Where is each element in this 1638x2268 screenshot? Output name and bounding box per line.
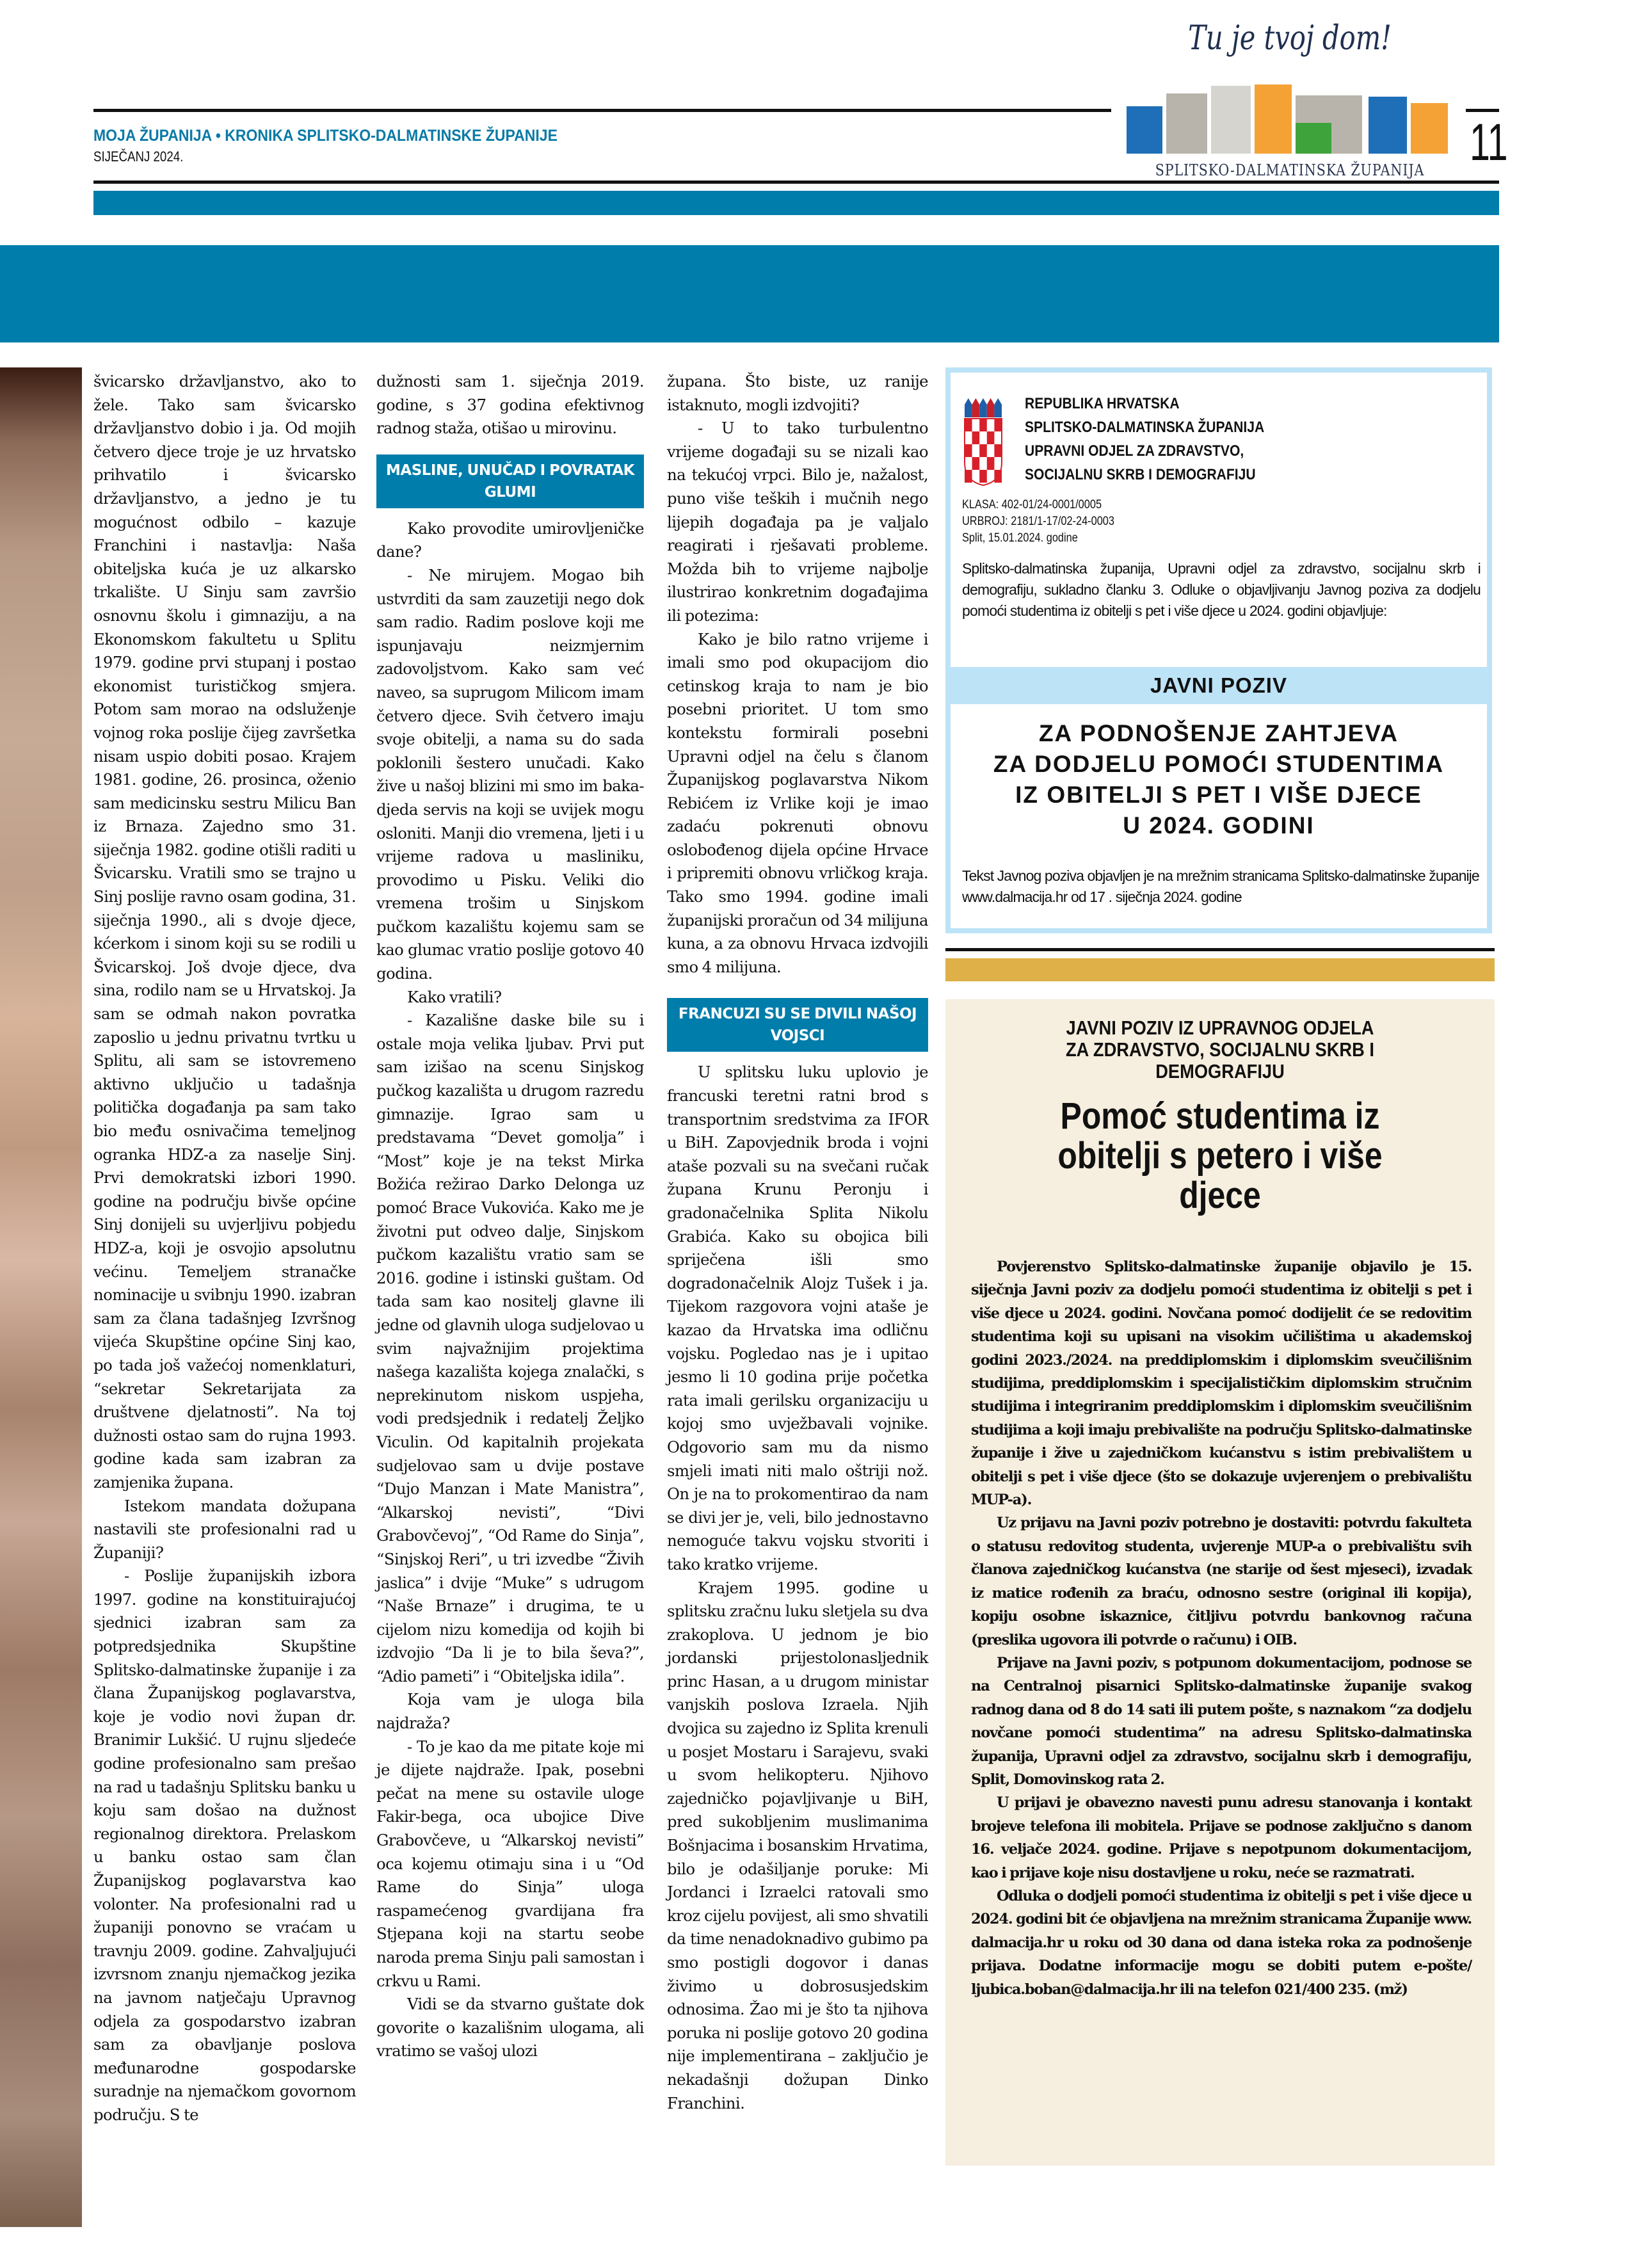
article-paragraph: Krajem 1995. godine u splitsku zračnu luku sletjela su dva zrakoplova. U jednom je bio jordanski prijestolonasljednik princ Hasan, a u drugom ministar vanjskih poslova Izraela. Njih dvojica su zajedno iz Splita krenuli u posjet Mostaru i Sarajevu, svaki u svom helikopteru. Njihovo zajedničko pojavljivanje u BiH, pred sukobljenim muslimanima Bošnjacima i bosanskim Hrvatima, bilo je odašiljanje poruke: Mi Jordanci i Izraelci ratovali smo kroz cijelu povijest, ali smo shvatili da time nenadoknadivo gubimo pa smo postigli dogovor i danas živimo u dobrosusjedskim odnosima. Žao mi je što ta njihova poruka ni poslije gotovo 20 godina nije implementirana – zaključio je nekadašnji dožupan Dinko Franchini. — [667, 1578, 928, 2112]
article-paragraph: švicarsko državljanstvo, ako to žele. Tako sam švicarsko državljanstvo dobio i ja. Od mojih četvero djece troje je uz hrvatsko prihvatilo i švicarsko državljanstvo, a jedno je tu mogućnost odbilo – kazuje Franchini i nastavlja: Naša obiteljska kuća je uz alkarsko trkalište. U Sinju sam završio osnovnu školu i gimnaziju, a na Ekonomskom fakultetu u Splitu 1979. godine prvi stupanj i postao ekonomist turističkog smjera. Potom sam morao na odsluženje vojnog roka poslije čijeg završetka nisam uspio dobiti posao. Krajem 1981. godine, 26. prosinca, oženio sam medicinsku sestru Milicu Ban iz Brnaza. Zajedno smo 31. siječnja 1982. godine otišli raditi u Švicarsku. Vratili smo se trajno u Sinj poslije ravno osam godina, 31. siječnja 1990., ali s dvoje djece, kćerkom i sinom koji su se rodili u Švicarskoj. Još dvoje djece, dva sina, rodilo nam se u Hrvatskoj. Ja sam se odmah nakon povratka zaposlio u jednu privatnu tvrtku u Splitu, ali sam se istovremeno aktivno uključio u tadašnja politička događanja pa sam tako bio među osnivačima temeljnog ogranka HDZ-a za naselje Sinj. Prvi demokratski izbori 1990. godine na području bivše općine Sinj donijeli su uvjerljivu pobjedu HDZ-a, koji je osvojio apsolutnu većinu. Temeljem stranačke nominacije u svibnju 1990. izabran sam za člana tadašnjeg Izvršnog vijeća Skupštine općine Sinj kao, po tada još važećoj nomenklaturi, “sekretar Sekretarijata za društvene djelatnosti”. Na toj dužnosti ostao sam do rujna 1993. godine kada sam izabran za zamjenika župana. — [93, 372, 356, 1492]
kicker-line: ZA ZDRAVSTVO, SOCIJALNU SKRB I — [1066, 1038, 1374, 1061]
article-column-1 — [93, 370, 356, 2127]
coat-check — [994, 419, 1002, 431]
side-article-paragraph: U prijavi je obavezno navesti punu adresu stanovanja i kontakt brojeve telefona ili mobitela. Prijave se podnose zaključno s danom 16. veljače 2024. godine. Prijave s nepotpunom dokumentacijom, kao i prijave koje nisu dostavljene u roku, neće se razmatrati. — [971, 1794, 1472, 1881]
side-article-paragraph: Prijave na Javni poziv, s potpunom dokumentacijom, podnose se na Centralnoj pisarnici Splitsko-dalmatinske županije svakog radnog dana od 8 do 14 sati ili putem pošte, s naznakom “za dodjelu novčane pomoći studentima” na adresu Splitsko-dalmatinska županija, Upravni odjel za zdravstvo, socijalnu skrb i demografiju, Split, Domovinskog rata 2. — [971, 1654, 1472, 1788]
issue-date: SIJEČANJ 2024. — [93, 149, 184, 165]
subheading-masline: MASLINE, UNUČAD I POVRATAK GLUMI — [376, 454, 644, 508]
coat-check — [979, 444, 987, 457]
title-line: djece — [1179, 1175, 1261, 1216]
coat-check — [965, 419, 972, 431]
logo-name: SPLITSKO-DALMATINSKA ŽUPANIJA — [1155, 161, 1425, 179]
coat-crown-segment — [994, 398, 1002, 417]
title-line: obitelji s petero i više — [1057, 1135, 1383, 1177]
logo-slogan: Tu je tvoj dom! — [1188, 19, 1392, 58]
notice-title-line: ZA PODNOŠENJE ZAHTJEVA — [1038, 720, 1399, 746]
side-article-title — [984, 1097, 1456, 1216]
notice-title-line: ZA DODJELU POMOĆI STUDENTIMA — [993, 751, 1445, 777]
notice-date: Split, 15.01.2024. godine — [962, 531, 1078, 545]
logo-bar — [1411, 103, 1448, 154]
article-paragraph: - Ne mirujem. Mogao bih ustvrditi da sam zauzetiji nego dok sam radio. Radim poslove koji me ispunjavaju neizmjernim zadovoljstvom. Kako sam već naveo, sa suprugom Milicom imam četvero djece. Svih četvero imaju svoje obitelji, a nama su do sada poklonili šestero unučadi. Kako žive u našoj blizini mi smo im baka-djeda servis na koji se uvijek mogu osloniti. Manji dio vremena, ljeti i u vrijeme radova u masliniku, provodimo u Pisku. Veliki dio vremena trošim u Sinjskom pučkom kazalištu kojemu sam se kao glumac vratio poslije gotovo 40 godina. — [376, 565, 644, 983]
notice-organization — [1025, 392, 1264, 487]
coat-crown-segment — [987, 398, 995, 417]
coat-check — [987, 457, 995, 470]
coat-check — [979, 419, 987, 431]
section-title: MOJA ŽUPANIJA • KRONIKA SPLITSKO-DALMATINSKE ŽUPANIJE — [93, 127, 558, 145]
article-paragraph: - Poslije županijskih izbora 1997. godine na konstituirajućoj sjednici izabran sam za potpredsjednika Skupštine Splitsko-dalmatinske županije i za člana Županijskog poglavarstva, koje je vodio novi župan dr. Branimir Lukšić. U rujnu sljedeće godine profesionalno sam prešao na rad u tadašnju Splitsku banku u koju sam došao na dužnost regionalnog direktora. Prelaskom u banku ostao sam član Županijskog poglavarstva kao volonter. Na profesionalni rad u županiji ponovno se vraćam u travnju 2009. godine. Zahvaljujući izvrsnom znanju njemačkog jezika na javnom natječaju Upravnog odjela za gospodarstvo izabran sam za obavljanje poslova međunarodne gospodarske suradnje na njemačkom govornom području. S te — [93, 1566, 356, 2124]
notice-footer: Tekst Javnog poziva objavljen je na mrežnim stranicama Splitsko-dalmatinske županije www.dalmacija.hr od 17 . siječnja 2024. godine — [962, 867, 1479, 905]
logo-buildings-icon — [1127, 77, 1453, 154]
article-paragraph: Koja vam je uloga bila najdraža? — [376, 1690, 644, 1733]
coat-check — [987, 431, 995, 444]
notice-title-line: IZ OBITELJI S PET I VIŠE DJECE — [1015, 782, 1422, 808]
logo-bar — [1255, 84, 1292, 154]
coat-crown-segment — [965, 398, 972, 417]
gold-band — [945, 958, 1495, 981]
logo-bar — [1211, 86, 1251, 154]
org-line: SOCIJALNU SKRB I DEMOGRAFIJU — [1025, 466, 1256, 483]
notice-title-line: U 2024. GODINI — [1123, 812, 1315, 839]
subheading-francuzi: FRANCUZI SU SE DIVILI NAŠOJ VOJSCI — [667, 998, 928, 1052]
article-column-2 — [376, 370, 644, 2063]
article-paragraph: dužnosti sam 1. siječnja 2019. godine, s 37 godina efektivnog radnog staža, otišao u mirovinu. — [376, 372, 644, 438]
divider-rule — [945, 948, 1495, 951]
coat-check — [972, 431, 980, 444]
coat-check — [972, 457, 980, 470]
logo-bar — [1127, 106, 1162, 154]
notice-meta — [962, 497, 1114, 547]
header-top-rule — [93, 109, 1111, 112]
org-line: REPUBLIKA HRVATSKA — [1025, 395, 1180, 412]
logo-bar — [1369, 97, 1407, 154]
coat-crown-segment — [972, 398, 980, 417]
logo-bar — [1166, 93, 1207, 154]
public-notice-box — [945, 367, 1492, 933]
coat-check — [994, 470, 1002, 483]
side-article-paragraph: Odluka o dodjeli pomoći studentima iz obitelji s pet i više djece u 2024. godini bit će objavljena na mrežnim stranicama Županije www. dalmacija.hr u roku od 30 dana od dana isteka roka za podnošenje prijava. Dodatne informacije mogu se dobiti putem e-pošte/ ljubica.boban@dalmacija.hr ili na telefon 021/400 235. (mž) — [971, 1887, 1472, 1998]
urbroj: URBROJ: 2181/1-17/02-24-0003 — [962, 515, 1114, 528]
article-column-3 — [667, 370, 928, 2115]
article-paragraph: - Kazališne daske bile su i ostale moja velika ljubav. Prvi put sam izišao na scenu Sinjskog pučkog kazališta u drugom razredu gimnazije. Igrao sam u predstavama “Devet gomolja” i “Most” koje je na tekst Mirka Božića režirao Darko Delonga uz pomoć Brace Vukovića. Kako me je životni put odveo dalje, Sinjskom pučkom kazalištu vratio sam se 2016. godine i istinski guštam. Od tada sam kao nositelj glavne ili jedne od glavnih uloga sudjelovao u svim najvažnijim projektima našega kazališta kojega znalački, s neprekinutom niskom uspjeha, vodi predsjednik i redatelj Željko Viculin. Od kapitalnih projekata sudjelovao sam u dvije postave “Dujo Manzan i Mate Manistra”, “Alkarskoj nevisti”, “Divi Grabovčevoj”, “Od Rame do Sinja”, “Sinjskoj Reri”, u tri izvedbe “Živih jaslica” i dvije “Muke” s udrugom “Naše Brnaze” i drugima, te u cijelom nizu komedija od kojih bi izdvojio “Da li je to bila ševa?”, “Adio pameti” i “Obiteljska idila”. — [376, 1011, 644, 1685]
article-paragraph: Kako provodite umirovljeničke dane? — [376, 519, 644, 561]
kicker-line: DEMOGRAFIJU — [1155, 1060, 1285, 1082]
coat-check — [965, 444, 972, 457]
coat-check — [979, 470, 987, 483]
header-bottom-rule — [93, 181, 1499, 184]
portrait-photo — [0, 367, 82, 2227]
article-paragraph: - To je kao da me pitate koje mi je dijete najdraže. Ipak, posebni pečat na mene su ostavile uloge Fakir-bega, oca ubojice Dive Grabovčeve, u “Alkarskoj nevisti” oca kojemu otimaju sina i u “Od Rame do Sinja” uloga raspamećenog gvardijana fra Stjepana koji na startu seobe naroda prema Sinju pali samostan i crkvu u Rami. — [376, 1737, 644, 1990]
logo-bar — [1296, 123, 1331, 154]
article-paragraph: Vidi se da stvarno guštate dok govorite o kazališnim ulogama, ali vratimo se vašoj ulozi — [376, 1995, 644, 2061]
side-article-kicker — [978, 1017, 1461, 1082]
article-paragraph: Istekom mandata dožupana nastavili ste profesionalni rad u Županiji? — [93, 1496, 356, 1562]
notice-intro: Splitsko-dalmatinska županija, Upravni odjel za zdravstvo, socijalnu skrb i demografiju, sukladno članku 3. Odluke o objavljivanju Javnog poziva za dodjelu pomoći studentima iz obitelji s pet i više djece u 2024. godini objavljuje: — [962, 560, 1481, 619]
county-logo — [1114, 19, 1466, 179]
kicker-line: JAVNI POZIV IZ UPRAVNOG ODJELA — [1066, 1017, 1374, 1039]
header-color-band — [93, 191, 1499, 215]
coat-check — [994, 444, 1002, 457]
page-number: 11 — [1470, 113, 1508, 172]
org-line: UPRAVNI ODJEL ZA ZDRAVSTVO, — [1025, 442, 1244, 460]
article-paragraph: Kako je bilo ratno vrijeme i imali smo pod okupacijom dio cetinskog kraja to nam je bio posebni prioritet. U tom smo kontekstu formirali posebni Upravni odjel na čelu s članom Županijskog poglavarstva Nikom Rebićem iz Vrlike koji je imao zadaću pokrenuti obnovu oslobođenog dijela općine Hrvace i pripremiti obnovu vrličkog kraja. Tako smo 1994. godine imali županijski proračun od 34 milijuna kuna, a za obnovu Hrvaca izdvojili smo 4 milijuna. — [667, 629, 928, 976]
coat-check — [965, 470, 972, 483]
side-article — [945, 999, 1495, 2166]
croatian-coat-of-arms-icon — [962, 392, 1004, 487]
article-paragraph: Kako vratili? — [407, 987, 502, 1006]
coat-crown-segment — [979, 398, 987, 417]
side-article-paragraph: Povjerenstvo Splitsko-dalmatinske županije objavilo je 15. siječnja Javni poziv za dodjelu pomoći studentima iz obitelji s pet i više djece u 2024. godini. Novčana pomoć dodijelit će se redovitim studentima koji su upisani na visokim učilištima u akademskoj godini 2023./2024. na preddiplomskim i diplomskim sveučilišnim studijima, preddiplomskim i specijalističkim diplomskim stručnim studijima i integriranim preddiplomskim i diplomskim sveučilišnim studijima a koji imaju prebivalište na području Splitsko-dalmatinske županije i žive u zajedničkom kućanstvu s istim prebivalištem u obitelji s pet i više djece (što se dokazuje uvjerenjem o prebivalištu MUP-a). — [971, 1259, 1472, 1509]
article-paragraph: župana. Što biste, uz ranije istaknuto, mogli izdvojiti? — [667, 372, 928, 414]
side-article-paragraph: Uz prijavu na Javni poziv potrebno je dostaviti: potvrdu fakulteta o statusu redovitog studenta, uvjerenje MUP-a o prebivalištu svih članova zajedničkog kućanstva (ne starije od šest mjeseci), izvadak iz matice rođenih za braću, odnosno sestre (original ili kopija), kopiju osobne iskaznice, čitljivu potvrdu bankovnog računa (preslika ugovora ili potvrde o računu) i OIB. — [971, 1515, 1472, 1648]
klasa: KLASA: 402-01/24-0001/0005 — [962, 498, 1102, 511]
notice-band-label: JAVNI POZIV — [951, 667, 1487, 704]
org-line: SPLITSKO-DALMATINSKA ŽUPANIJA — [1025, 419, 1265, 436]
title-line: Pomoć studentima iz — [1060, 1095, 1380, 1137]
title-color-band — [0, 245, 1499, 342]
article-paragraph: - U to tako turbulentno vrijeme događaji su se nizali kao na tekućoj vrpci. Bilo je, nažalost, puno više teških i mučnih nego lijepih događaja pa je valjalo reagirati i rješavati probleme. Možda bih to vrijeme najbolje ilustrirao konkretnim događajima ili potezima: — [667, 419, 928, 625]
article-paragraph: U splitsku luku uplovio je francuski teretni ratni brod s transportnim sredstvima za IFOR u BiH. Zapovjednik broda i vojni ataše pozvali su na svečani ručak župana Krunu Peronju i gradonačelnika Splita Nikolu Grabića. Kako su obojica bili spriječena išli smo dogradonačelnik Alojz Tušek i ja. Tijekom razgovora vojni ataše je kazao da Hrvatska ima odličnu vojsku. Pogledao nas je i upitao jesmo li 10 godina prije početka rata imali gerilsku organizaciju u kojoj smo uvježbavali vojnike. Odgovorio sam mu da nismo smjeli imati niti malo oštriji nož. On je na to prokomentirao da nam se divi jer je, veli, bilo jednostavno nemoguće takvu vojsku stvoriti i tako kratko vrijeme. — [667, 1063, 928, 1573]
side-article-body — [971, 1255, 1472, 2001]
notice-title — [951, 718, 1487, 841]
